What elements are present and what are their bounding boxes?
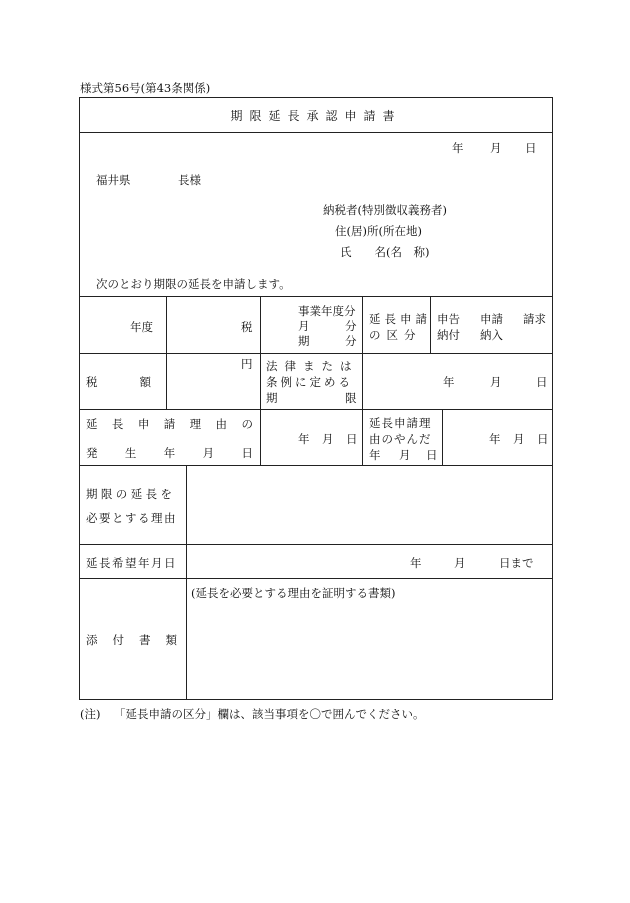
deadline-label-line1: 法律または bbox=[266, 359, 359, 373]
occur-char: 長 bbox=[111, 417, 124, 431]
option-claim: 請求 bbox=[523, 312, 546, 326]
applicant-name: 氏 名(名 称) bbox=[340, 245, 430, 259]
occur-char: の bbox=[241, 417, 253, 431]
form-title: 期限延長承認申請書 bbox=[230, 109, 402, 123]
form-number: 様式第56号(第43条関係) bbox=[80, 81, 211, 95]
deadline-label-line2: 条例に定める bbox=[266, 375, 353, 389]
desired-date-label: 延長希望年月日 bbox=[86, 556, 177, 570]
occur-char: 延 bbox=[86, 417, 98, 431]
attachments-note: (延長を必要とする理由を証明する書類) bbox=[191, 586, 396, 600]
footnote-text: 「延長申請の区分」欄は、該当事項を〇で囲んでください。 bbox=[114, 707, 425, 721]
option-remit: 納入 bbox=[480, 328, 503, 342]
occur-char: 申 bbox=[137, 417, 150, 431]
tax-label: 税 bbox=[241, 320, 253, 334]
option-apply: 申請 bbox=[480, 312, 503, 326]
occur-char: 日 bbox=[241, 446, 253, 460]
desired-day: 日まで bbox=[499, 556, 534, 570]
option-pay: 納付 bbox=[437, 328, 460, 342]
deadline-ki: 期 bbox=[266, 391, 278, 405]
occur-year: 年 bbox=[298, 432, 310, 446]
cease-year: 年 bbox=[369, 448, 381, 462]
deadline-month: 月 bbox=[490, 375, 502, 389]
option-declare: 申告 bbox=[437, 312, 460, 326]
period-term-suffix: 分 bbox=[345, 334, 357, 348]
attachments-label: 添付書類 bbox=[86, 633, 192, 647]
cease-date-year: 年 bbox=[489, 432, 501, 446]
cease-month: 月 bbox=[399, 448, 411, 462]
cease-day: 日 bbox=[426, 448, 438, 462]
desired-month: 月 bbox=[454, 556, 466, 570]
necessity-field[interactable] bbox=[188, 467, 550, 543]
ext-category-line2: の区分 bbox=[369, 328, 422, 342]
cease-date-month: 月 bbox=[513, 432, 525, 446]
occur-char: 由 bbox=[215, 417, 228, 431]
fiscal-year-label: 年度 bbox=[130, 320, 153, 334]
request-text: 次のとおり期限の延長を申請します。 bbox=[96, 277, 291, 291]
cease-label-line1: 延長申請理 bbox=[369, 416, 432, 430]
applicant-address: 住(居)所(所在地) bbox=[335, 224, 422, 238]
date-month: 月 bbox=[490, 141, 502, 155]
necessity-label-line2: 必要とする理由 bbox=[86, 511, 177, 525]
deadline-year: 年 bbox=[443, 375, 455, 389]
addressee-prefecture: 福井県 bbox=[96, 173, 131, 187]
period-business-year: 事業年度分 bbox=[298, 304, 356, 318]
occur-label-line1 bbox=[86, 416, 253, 432]
desired-year: 年 bbox=[410, 556, 422, 570]
occur-char: 請 bbox=[163, 417, 176, 431]
necessity-label-line1: 期限の延長を bbox=[86, 487, 176, 501]
yen-unit: 円 bbox=[241, 357, 253, 371]
addressee-suffix: 長様 bbox=[178, 173, 201, 187]
period-month: 月 bbox=[298, 319, 310, 333]
period-term: 期 bbox=[298, 334, 310, 348]
period-month-suffix: 分 bbox=[345, 319, 357, 333]
occur-char: 生 bbox=[124, 446, 137, 460]
ext-category-line1: 延長申請 bbox=[369, 312, 431, 326]
deadline-gen: 限 bbox=[345, 391, 357, 405]
occur-month: 月 bbox=[322, 432, 334, 446]
footnote-prefix: (注) bbox=[80, 707, 101, 721]
cease-label-line2: 由のやんだ bbox=[369, 432, 432, 446]
date-day: 日 bbox=[525, 141, 537, 155]
occur-day: 日 bbox=[346, 432, 358, 446]
occur-char: 月 bbox=[202, 446, 215, 460]
deadline-day: 日 bbox=[536, 375, 548, 389]
cease-date-day: 日 bbox=[537, 432, 549, 446]
occur-label-line2 bbox=[86, 445, 253, 461]
occur-char: 理 bbox=[189, 417, 202, 431]
tax-amount-label: 税額 bbox=[86, 375, 193, 389]
occur-char: 年 bbox=[163, 446, 176, 460]
date-year: 年 bbox=[452, 141, 464, 155]
applicant-taxpayer: 納税者(特別徴収義務者) bbox=[323, 203, 447, 217]
occur-char: 発 bbox=[86, 446, 98, 460]
